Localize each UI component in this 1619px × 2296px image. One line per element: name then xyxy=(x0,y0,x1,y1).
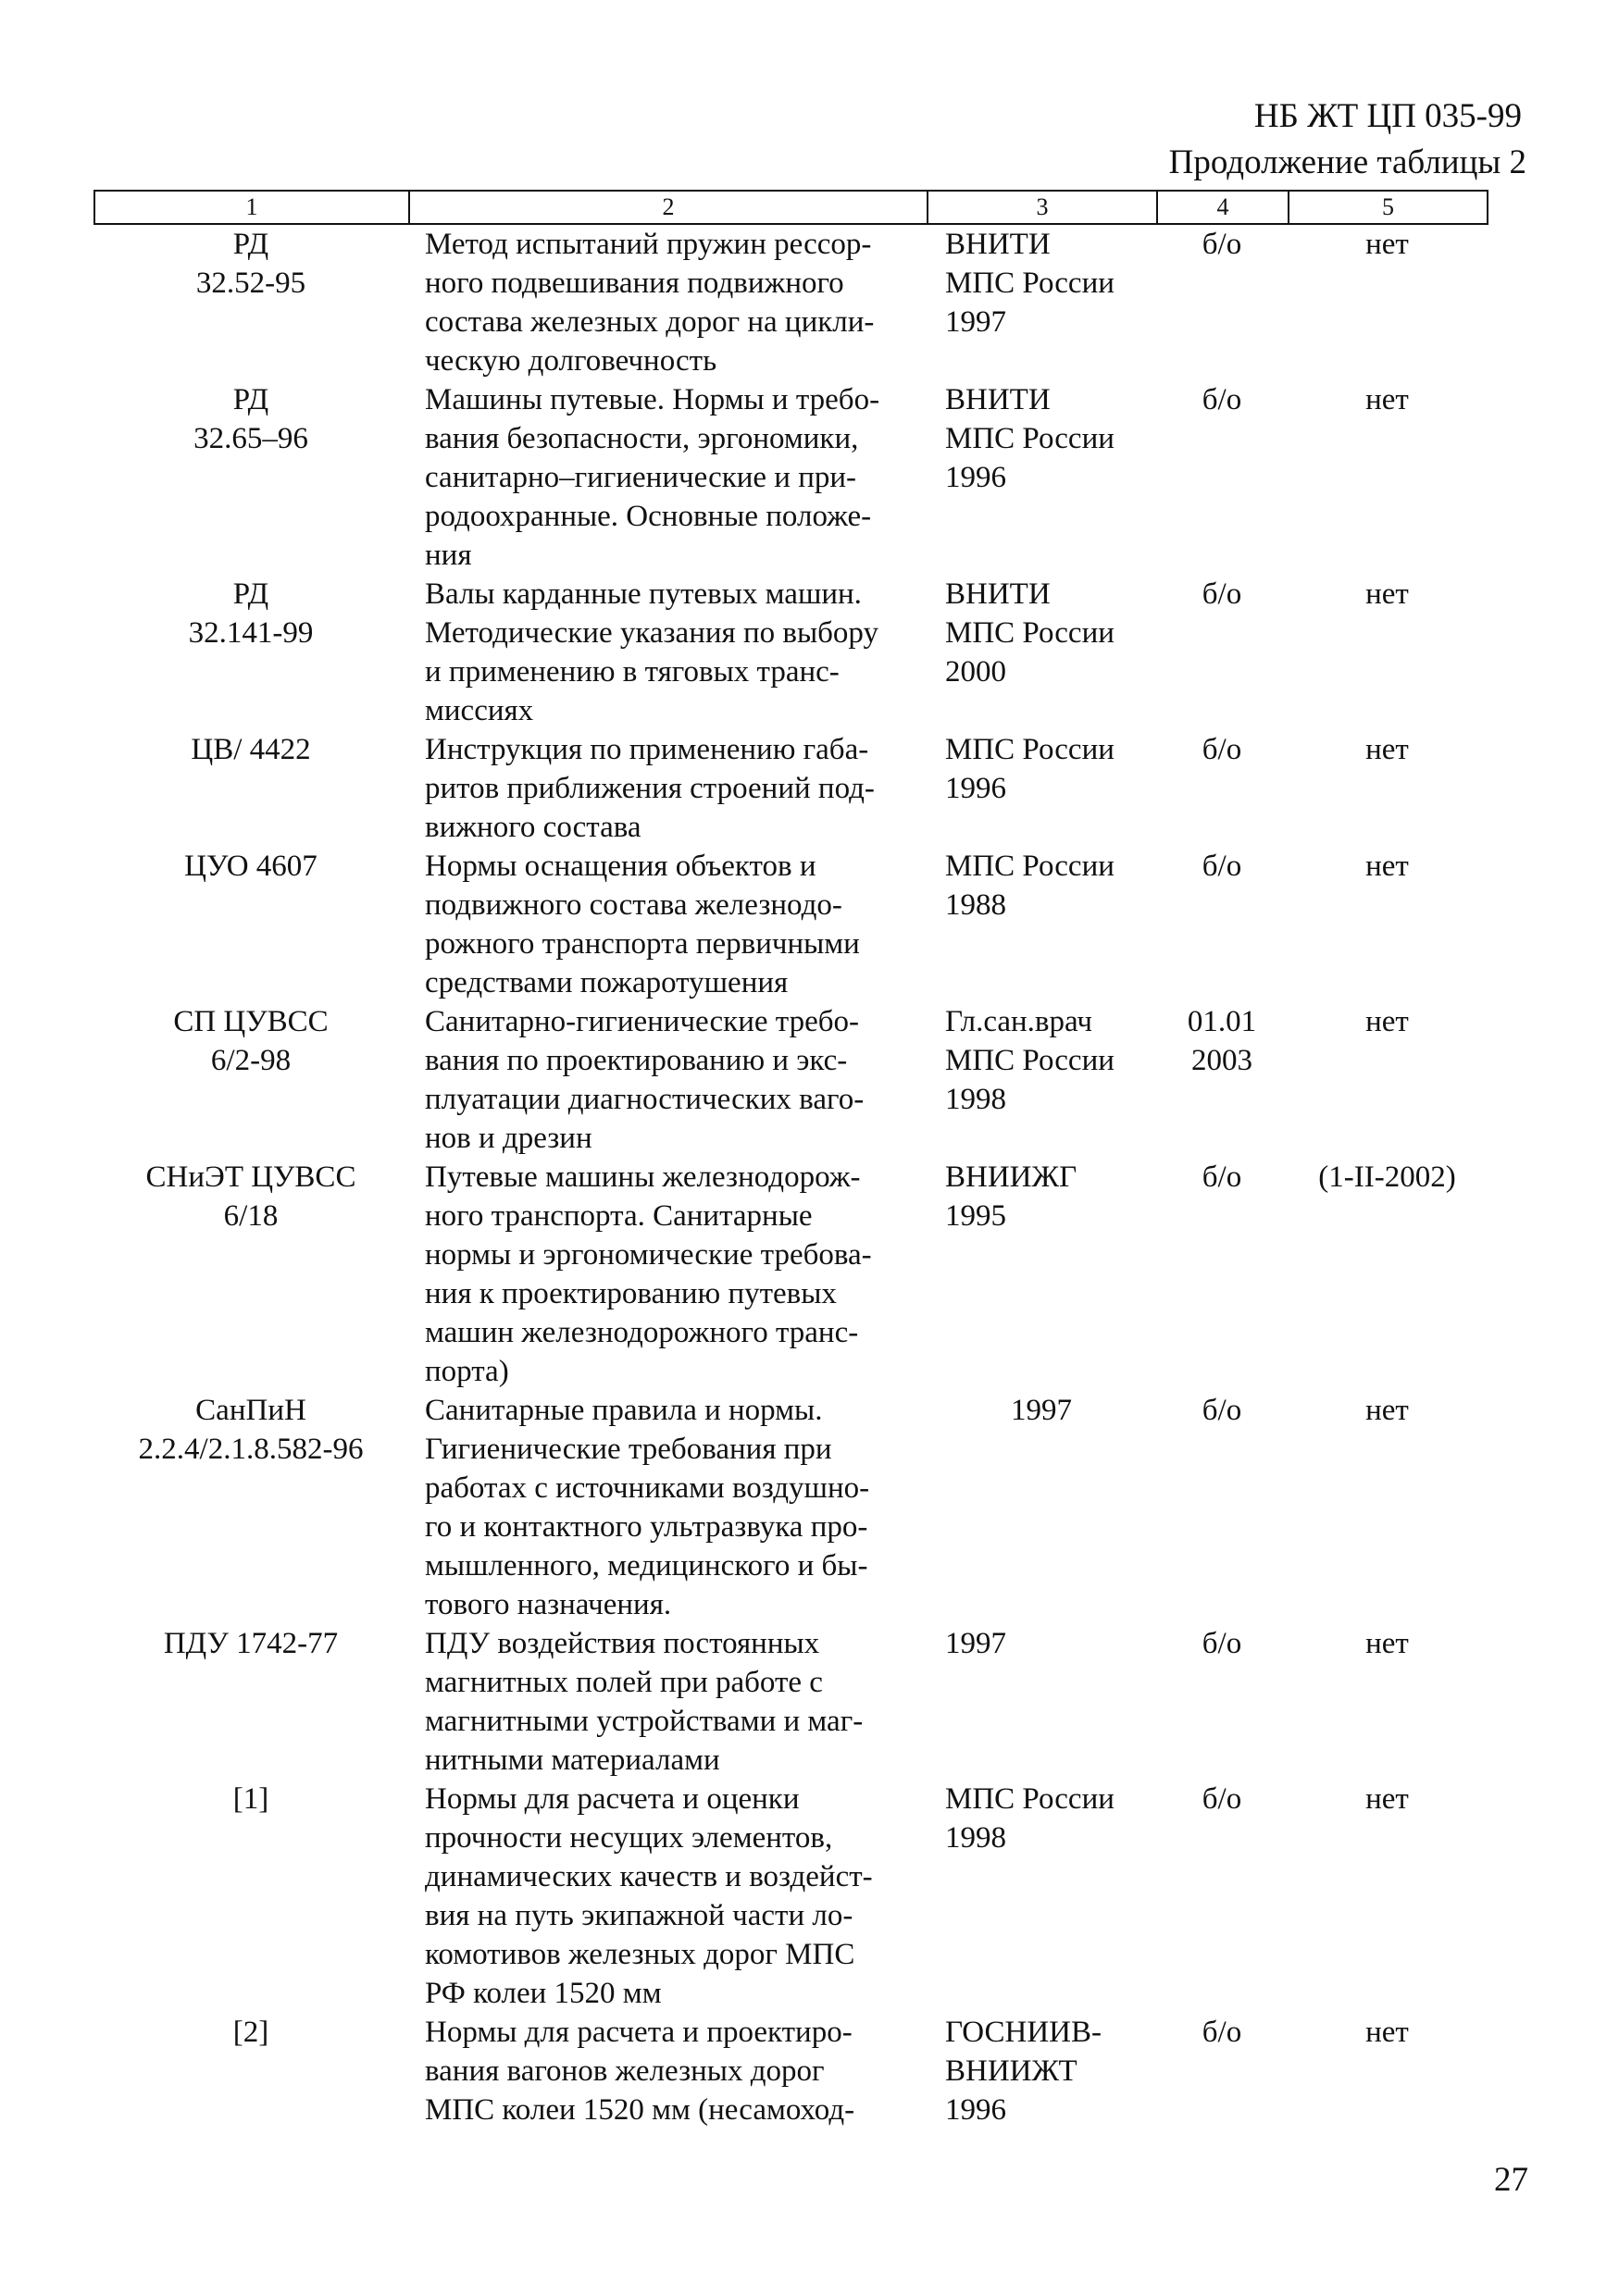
cell-text-line: МПС России xyxy=(945,422,1115,455)
cell-text-line: миссиях xyxy=(425,694,534,727)
cell-text-line: вия на путь экипажной части ло- xyxy=(425,1899,853,1932)
cell-text-line: 2.2.4/2.1.8.582-96 xyxy=(138,1433,364,1466)
cell-text-line: Нормы оснащения объектов и xyxy=(425,850,816,883)
cell-text-line: (1-II-2002) xyxy=(1318,1160,1456,1194)
cell-text-line: ритов приближения строений под- xyxy=(425,772,875,805)
cell-text-line: 2000 xyxy=(945,655,1006,689)
cell-text-line: вания вагонов железных дорог xyxy=(425,2054,825,2088)
cell-text-line: Валы карданные путевых машин. xyxy=(425,577,862,611)
table-row xyxy=(93,1624,1487,1780)
cell-replacement-status xyxy=(1288,1391,1487,1624)
cell-document-title xyxy=(408,1158,927,1391)
cell-text-line: тового назначения. xyxy=(425,1588,672,1621)
cell-text-line: нет xyxy=(1365,1394,1409,1427)
cell-text-line: порта) xyxy=(425,1355,509,1388)
cell-text-line: нет xyxy=(1365,850,1409,883)
cell-replacement-status xyxy=(1288,225,1487,380)
cell-text-line: Нормы для расчета и проектиро- xyxy=(425,2016,853,2049)
cell-document-title xyxy=(408,847,927,1002)
cell-text-line: б/о xyxy=(1202,1160,1242,1194)
cell-text-line: 6/2-98 xyxy=(210,1044,292,1077)
cell-organization-year xyxy=(927,2013,1156,2129)
table-row xyxy=(93,380,1487,575)
cell-document-title xyxy=(408,225,927,380)
cell-text-line: РФ колеи 1520 мм xyxy=(425,1977,662,2010)
cell-text-line: [1] xyxy=(232,1782,269,1816)
cell-text-line: б/о xyxy=(1202,1782,1242,1816)
cell-text-line: б/о xyxy=(1202,850,1242,883)
cell-text-line: ного подвешивания подвижного xyxy=(425,267,844,300)
cell-document-code xyxy=(93,1624,408,1780)
cell-replacement-status xyxy=(1288,847,1487,1002)
cell-text-line: санитарно–гигиенические и при- xyxy=(425,461,857,494)
table-row xyxy=(93,575,1487,730)
cell-text-line: Гл.сан.врач xyxy=(945,1005,1092,1038)
cell-document-title xyxy=(408,1624,927,1780)
cell-text-line: МПС России xyxy=(945,733,1115,766)
column-number-1: 1 xyxy=(94,191,409,224)
cell-text-line: б/о xyxy=(1202,577,1242,611)
cell-text-line: МПС России xyxy=(945,616,1115,650)
cell-text-line: ния xyxy=(425,539,472,572)
cell-effective-date xyxy=(1156,1391,1288,1624)
cell-text-line: 32.52-95 xyxy=(195,267,306,300)
cell-effective-date xyxy=(1156,380,1288,575)
cell-organization-year xyxy=(927,730,1156,847)
cell-text-line: вания по проектированию и экс- xyxy=(425,1044,848,1077)
cell-text-line: МПС России xyxy=(945,267,1115,300)
column-number-3: 3 xyxy=(928,191,1157,224)
cell-effective-date xyxy=(1156,1624,1288,1780)
cell-text-line: нет xyxy=(1365,1005,1409,1038)
cell-text-line: РД xyxy=(232,577,269,611)
cell-text-line: ПДУ воздействия постоянных xyxy=(425,1627,820,1660)
cell-organization-year xyxy=(927,847,1156,1002)
cell-document-code xyxy=(93,1002,408,1158)
cell-text-line: 1988 xyxy=(945,888,1006,922)
column-number-4: 4 xyxy=(1157,191,1289,224)
cell-text-line: б/о xyxy=(1202,2016,1242,2049)
cell-text-line: 1998 xyxy=(945,1821,1006,1855)
cell-text-line: нормы и эргономические требова- xyxy=(425,1238,872,1272)
table-row xyxy=(93,1391,1487,1624)
cell-text-line: [2] xyxy=(232,2016,269,2049)
cell-document-title xyxy=(408,1002,927,1158)
cell-text-line: нет xyxy=(1365,577,1409,611)
cell-text-line: нет xyxy=(1365,228,1409,261)
cell-document-code xyxy=(93,575,408,730)
cell-text-line: МПС колеи 1520 мм (несамоход- xyxy=(425,2093,855,2127)
cell-document-title xyxy=(408,730,927,847)
cell-text-line: нитными материалами xyxy=(425,1744,720,1777)
cell-organization-year xyxy=(927,1624,1156,1780)
standards-table-body xyxy=(93,225,1487,2129)
cell-text-line: 1996 xyxy=(945,772,1006,805)
cell-replacement-status xyxy=(1288,730,1487,847)
cell-text-line: Методические указания по выбору xyxy=(425,616,878,650)
cell-text-line: ВНИТИ xyxy=(945,383,1051,416)
cell-text-line: 1997 xyxy=(945,1627,1006,1660)
cell-text-line: 1995 xyxy=(945,1199,1006,1233)
cell-text-line: ПДУ 1742-77 xyxy=(163,1627,339,1660)
cell-text-line: нет xyxy=(1365,1782,1409,1816)
cell-organization-year xyxy=(927,1391,1156,1624)
cell-replacement-status xyxy=(1288,1002,1487,1158)
cell-text-line: Инструкция по применению габа- xyxy=(425,733,869,766)
cell-text-line: родоохранные. Основные положе- xyxy=(425,500,872,533)
cell-organization-year xyxy=(927,575,1156,730)
cell-effective-date xyxy=(1156,225,1288,380)
cell-replacement-status xyxy=(1288,2013,1487,2129)
cell-document-code xyxy=(93,1780,408,2013)
cell-text-line: работах с источниками воздушно- xyxy=(425,1471,870,1505)
cell-document-title xyxy=(408,380,927,575)
table-column-numbers xyxy=(93,190,1488,225)
cell-text-line: Нормы для расчета и оценки xyxy=(425,1782,800,1816)
cell-text-line: ВНИИЖГ xyxy=(945,1160,1077,1194)
cell-text-line: нет xyxy=(1365,2016,1409,2049)
table-row xyxy=(93,2013,1487,2129)
cell-text-line: б/о xyxy=(1202,383,1242,416)
cell-text-line: 32.141-99 xyxy=(188,616,314,650)
cell-document-code xyxy=(93,847,408,1002)
cell-document-code xyxy=(93,1391,408,1624)
cell-text-line: ВНИИЖТ xyxy=(945,2054,1077,2088)
cell-organization-year xyxy=(927,1158,1156,1391)
cell-text-line: МПС России xyxy=(945,1044,1115,1077)
cell-text-line: Санитарно-гигиенические требо- xyxy=(425,1005,860,1038)
cell-text-line: магнитными устройствами и маг- xyxy=(425,1705,864,1738)
cell-document-code xyxy=(93,2013,408,2129)
cell-text-line: б/о xyxy=(1202,1627,1242,1660)
cell-text-line: ВНИТИ xyxy=(945,228,1051,261)
cell-effective-date xyxy=(1156,2013,1288,2129)
cell-text-line: Метод испытаний пружин рессор- xyxy=(425,228,872,261)
cell-text-line: 1996 xyxy=(945,461,1006,494)
cell-text-line: МПС России xyxy=(945,1782,1115,1816)
table-row xyxy=(93,847,1487,1002)
cell-organization-year xyxy=(927,1780,1156,2013)
cell-text-line: 1997 xyxy=(1011,1394,1072,1427)
cell-document-code xyxy=(93,225,408,380)
cell-effective-date xyxy=(1156,730,1288,847)
cell-text-line: РД xyxy=(232,228,269,261)
cell-text-line: состава железных дорог на цикли- xyxy=(425,305,875,339)
cell-text-line: 32.65–96 xyxy=(193,422,308,455)
cell-document-code xyxy=(93,1158,408,1391)
cell-text-line: б/о xyxy=(1202,228,1242,261)
cell-text-line: ческую долговечность xyxy=(425,344,717,378)
table-row xyxy=(93,225,1487,380)
cell-text-line: вижного состава xyxy=(425,811,641,844)
cell-text-line: 1996 xyxy=(945,2093,1006,2127)
cell-text-line: Гигиенические требования при xyxy=(425,1433,832,1466)
cell-text-line: ния к проектированию путевых xyxy=(425,1277,837,1310)
document-code: НБ ЖТ ЦП 035-99 xyxy=(1253,97,1522,135)
cell-text-line: машин железнодорожного транс- xyxy=(425,1316,859,1349)
cell-document-title xyxy=(408,1391,927,1624)
cell-text-line: СанПиН xyxy=(195,1394,306,1427)
column-number-2: 2 xyxy=(409,191,928,224)
cell-text-line: мышленного, медицинского и бы- xyxy=(425,1549,868,1582)
table-continuation-label: Продолжение таблицы 2 xyxy=(1168,143,1526,181)
cell-text-line: 6/18 xyxy=(223,1199,279,1233)
table-row xyxy=(93,730,1487,847)
cell-text-line: магнитных полей при работе с xyxy=(425,1666,823,1699)
cell-document-title xyxy=(408,2013,927,2129)
cell-effective-date xyxy=(1156,847,1288,1002)
cell-organization-year xyxy=(927,225,1156,380)
cell-text-line: нет xyxy=(1365,383,1409,416)
cell-text-line: б/о xyxy=(1202,1394,1242,1427)
cell-text-line: 1998 xyxy=(945,1083,1006,1116)
cell-text-line: СП ЦУВСС xyxy=(173,1005,329,1038)
cell-text-line: нов и дрезин xyxy=(425,1122,592,1155)
cell-effective-date xyxy=(1156,1780,1288,2013)
cell-organization-year xyxy=(927,1002,1156,1158)
cell-text-line: ЦВ/ 4422 xyxy=(191,733,311,766)
cell-document-code xyxy=(93,730,408,847)
table-row xyxy=(93,1158,1487,1391)
cell-text-line: рожного транспорта первичными xyxy=(425,927,860,961)
table-row xyxy=(93,1002,1487,1158)
cell-replacement-status xyxy=(1288,1624,1487,1780)
cell-text-line: комотивов железных дорог МПС xyxy=(425,1938,855,1971)
cell-text-line: ЦУО 4607 xyxy=(184,850,318,883)
cell-text-line: Путевые машины железнодорож- xyxy=(425,1160,861,1194)
cell-text-line: МПС России xyxy=(945,850,1115,883)
cell-text-line: Машины путевые. Нормы и требо- xyxy=(425,383,880,416)
cell-document-title xyxy=(408,575,927,730)
cell-text-line: нет xyxy=(1365,733,1409,766)
cell-text-line: нет xyxy=(1365,1627,1409,1660)
cell-replacement-status xyxy=(1288,575,1487,730)
cell-organization-year xyxy=(927,380,1156,575)
cell-text-line: средствами пожаротушения xyxy=(425,966,789,999)
cell-text-line: 01.01 xyxy=(1187,1005,1257,1038)
cell-text-line: РД xyxy=(232,383,269,416)
cell-document-code xyxy=(93,380,408,575)
cell-text-line: подвижного состава железнодо- xyxy=(425,888,842,922)
cell-text-line: СНиЭТ ЦУВСС xyxy=(145,1160,356,1194)
cell-text-line: 2003 xyxy=(1191,1044,1252,1077)
cell-text-line: ГОСНИИВ- xyxy=(945,2016,1102,2049)
cell-text-line: вания безопасности, эргономики, xyxy=(425,422,859,455)
cell-text-line: прочности несущих элементов, xyxy=(425,1821,833,1855)
cell-replacement-status xyxy=(1288,380,1487,575)
table-row xyxy=(93,1780,1487,2013)
cell-effective-date xyxy=(1156,1002,1288,1158)
page-number: 27 xyxy=(1494,2161,1528,2199)
cell-text-line: и применению в тяговых транс- xyxy=(425,655,840,689)
cell-text-line: ВНИТИ xyxy=(945,577,1051,611)
cell-text-line: Санитарные правила и нормы. xyxy=(425,1394,823,1427)
cell-effective-date xyxy=(1156,1158,1288,1391)
cell-text-line: динамических качеств и воздейст- xyxy=(425,1860,873,1893)
cell-text-line: плуатации диагностических ваго- xyxy=(425,1083,865,1116)
cell-text-line: го и контактного ультразвука про- xyxy=(425,1510,868,1544)
cell-effective-date xyxy=(1156,575,1288,730)
cell-replacement-status xyxy=(1288,1780,1487,2013)
cell-replacement-status xyxy=(1288,1158,1487,1391)
column-number-5: 5 xyxy=(1289,191,1488,224)
cell-text-line: 1997 xyxy=(945,305,1006,339)
cell-text-line: б/о xyxy=(1202,733,1242,766)
cell-document-title xyxy=(408,1780,927,2013)
cell-text-line: ного транспорта. Санитарные xyxy=(425,1199,813,1233)
